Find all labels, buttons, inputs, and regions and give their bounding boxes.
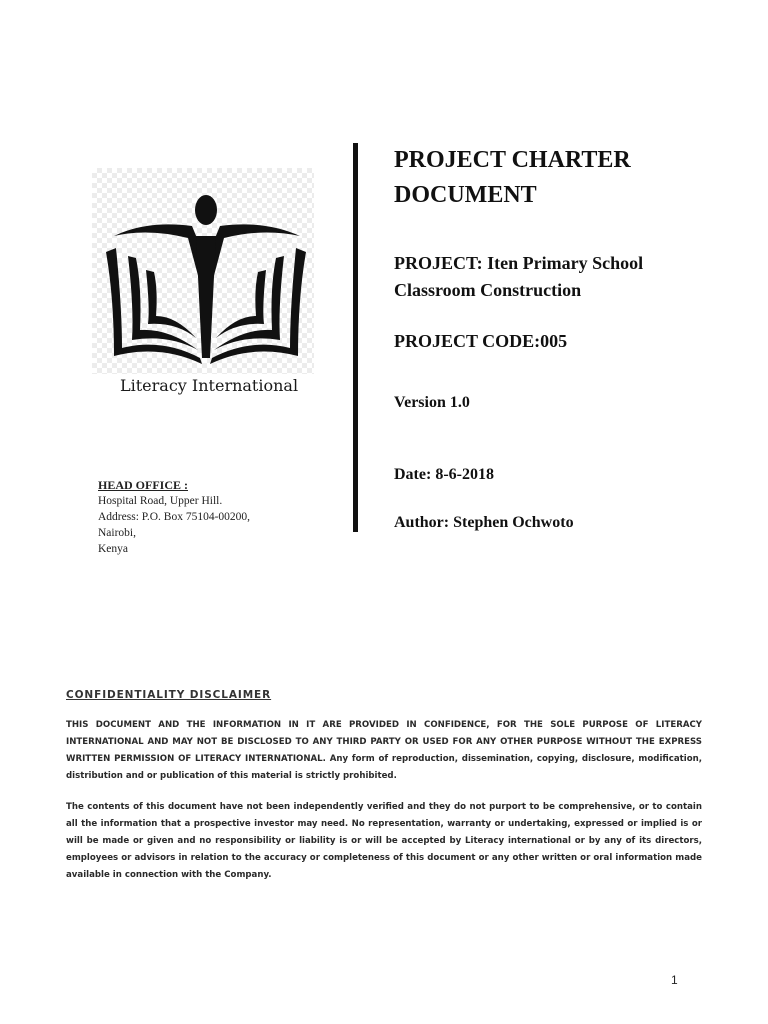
head-office-title: HEAD OFFICE : bbox=[98, 478, 188, 492]
date: Date: 8-6-2018 bbox=[394, 466, 494, 483]
address-line: Hospital Road, Upper Hill. bbox=[98, 495, 223, 507]
document-title-line: DOCUMENT bbox=[394, 182, 537, 208]
disclaimer-paragraph: The contents of this document have not been independently verified and they do not purport to be comprehensive, or to contain all the information that a prospective investor may need. No representation, warranty or undertaking, expressed or implied is or will be made or given and no responsibility or liability is or will be accepted by Literacy international or by any of its directors, employees or advisors in relation to the accuracy or completeness of this document or any other written or oral information made available in connection with the Company. bbox=[66, 802, 702, 880]
address-line: Nairobi, bbox=[98, 527, 137, 539]
project-name bbox=[394, 250, 714, 304]
document-title bbox=[394, 143, 734, 213]
project-name-line: PROJECT: Iten Primary School bbox=[394, 253, 644, 273]
document-title-line: PROJECT CHARTER bbox=[394, 147, 631, 173]
disclaimer-paragraph: THIS DOCUMENT AND THE INFORMATION IN IT ARE PROVIDED IN CONFIDENCE, FOR THE SOLE PURPOSE OF LITERACY INTERNATIONAL AND MAY NOT BE DISCLOSED TO ANY THIRD PARTY OR USED FOR ANY OTHER PURPOSE WITHOUT THE EXPRESS WRITTEN PERMISSION OF LITERACY INTERNATIONAL. Any form of reproduction, dissemination, copying, disclosure, modification, distribution and or publication of this material is strictly prohibited. bbox=[66, 720, 702, 781]
logo bbox=[92, 168, 316, 404]
address-line: Address: P.O. Box 75104-00200, bbox=[98, 511, 251, 523]
version: Version 1.0 bbox=[394, 394, 470, 411]
address-line: Kenya bbox=[98, 543, 129, 555]
disclaimer-title: CONFIDENTIALITY DISCLAIMER bbox=[66, 689, 272, 701]
project-name-line: Classroom Construction bbox=[394, 280, 582, 300]
author: Author: Stephen Ochwoto bbox=[394, 514, 574, 531]
head-office-address bbox=[98, 477, 250, 557]
title-block bbox=[394, 143, 734, 531]
confidentiality-disclaimer bbox=[66, 689, 702, 898]
project-code: PROJECT CODE:005 bbox=[394, 331, 568, 351]
page-number: 1 bbox=[671, 973, 678, 987]
organization-name: Literacy International bbox=[120, 376, 299, 395]
open-book-figure-icon bbox=[92, 168, 316, 374]
vertical-divider bbox=[353, 143, 358, 532]
